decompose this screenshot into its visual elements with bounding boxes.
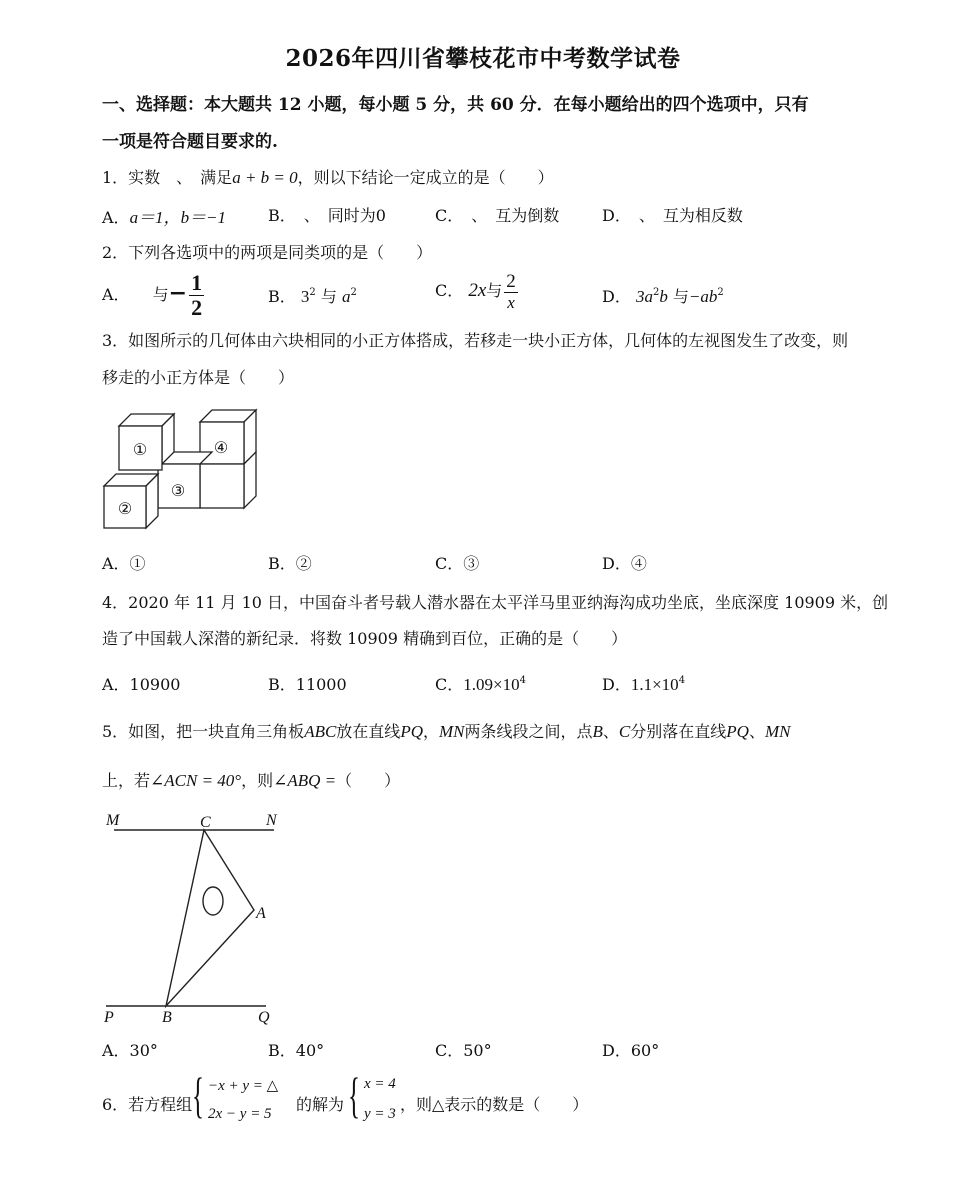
q4-option-c-value: 1.09×10 — [463, 675, 520, 694]
q5-stem2-text-b: ，则 — [241, 771, 274, 790]
q1-option-a-label: A． — [102, 208, 130, 227]
exam-title: 2026年四川省攀枝花市中考数学试卷 — [285, 45, 681, 72]
q5-stem-text-f: 分别落在直线 — [630, 722, 727, 741]
q5-stem-text-d: 两条线段之间，点 — [464, 722, 593, 741]
q1-option-b-text: 、 同时为0 — [287, 206, 386, 225]
q6-system-brace: { — [192, 1067, 204, 1123]
q5-stem-text-e: 、 — [602, 722, 619, 741]
q6-solution-brace: { — [348, 1067, 360, 1123]
q2-option-d-exp1: 2 — [652, 287, 660, 298]
q2-option-a-with: 与 — [152, 285, 169, 304]
q3-option-c: C．③ — [435, 554, 480, 573]
q5-stem-text-b: 放在直线 — [336, 722, 401, 741]
section-heading-line1: 一、选择题：本大题共 12 小题，每小题 5 分，共 60 分．在每小题给出的四个选项中，只有 — [102, 95, 809, 115]
q1-stem-text-a: 1．实数 、 满足 — [102, 168, 233, 187]
q5-triangle-figure — [100, 808, 290, 1030]
q2-option-b-label: B． — [268, 287, 296, 306]
q3-option-b: B．② — [268, 554, 312, 573]
q3-cube-figure — [100, 402, 262, 534]
q1-option-c — [435, 203, 559, 226]
q2-option-d — [602, 284, 724, 307]
q3-stem-line1: 3．如图所示的几何体由六块相同的小正方体搭成，若移走一块小正方体，几何体的左视图发生了改变，则 — [102, 331, 849, 350]
q2-option-a: A． 与− $\frac{1}{2}$ — [102, 270, 203, 320]
q2-option-c — [435, 272, 520, 311]
q5-label-p: P — [104, 1009, 114, 1026]
q6-stem-text-a: 6．若方程组 — [102, 1095, 193, 1114]
q5-stem-pq-2: PQ — [726, 722, 749, 741]
q5-stem2-angle-acn: ∠ACN = 40° — [150, 771, 242, 790]
q2-option-b-exp1: 2 — [309, 287, 316, 298]
q2-option-a-denominator: 2 — [191, 295, 203, 320]
q6-stem-text-c: ，则△表示的数是（ ） — [400, 1095, 589, 1114]
q3-stem-line2: 移走的小正方体是（ ） — [102, 368, 295, 387]
q5-option-d: D．60° — [602, 1041, 660, 1060]
q5-stem-mn-2: MN — [764, 722, 791, 741]
q2-option-c-fraction — [504, 272, 518, 311]
q5-stem-mn: MN — [439, 722, 465, 741]
q3-cube-label-1: ① — [132, 442, 148, 459]
q5-option-c: C．50° — [435, 1041, 492, 1060]
q5-option-a: A．30° — [102, 1041, 158, 1060]
q2-option-b — [268, 284, 357, 307]
q2-option-c-label: C． — [435, 281, 464, 300]
q3-cube-label-3: ③ — [170, 483, 186, 500]
q4-option-d-label: D． — [602, 675, 631, 694]
q3-cube-label-4: ④ — [213, 440, 229, 457]
q6-stem-text-b: 的解为 — [296, 1095, 345, 1114]
q3-cube-label-2: ② — [117, 501, 133, 518]
q1-stem-equation: a + b = 0 — [232, 168, 298, 187]
q5-stem-line1 — [102, 719, 790, 742]
section-heading-line2: 一项是符合题目要求的. — [102, 132, 278, 152]
q4-option-c-label: C． — [435, 675, 464, 694]
q5-stem-text-c: ， — [422, 722, 439, 741]
q5-stem-point-c: C — [618, 722, 631, 741]
q5-stem2-angle-abq: ∠ABQ = — [273, 771, 337, 790]
q6-equation-2: 2x − y = 5 — [208, 1106, 272, 1122]
q5-stem-abc: ABC — [304, 722, 337, 741]
q2-option-a-fraction — [189, 272, 204, 319]
q5-label-n: N — [266, 812, 277, 829]
q5-stem2-text-c: （ ） — [336, 771, 401, 790]
q2-option-d-with: 与 — [672, 287, 689, 306]
q4-option-b: B．11000 — [268, 675, 347, 694]
triangle-abc — [166, 830, 254, 1006]
q5-option-b: B．40° — [268, 1041, 325, 1060]
q1-option-a — [102, 203, 226, 228]
q2-option-d-term3: −ab — [688, 287, 718, 306]
q1-option-d — [602, 203, 743, 226]
q4-option-d-exponent: 4 — [678, 675, 686, 686]
q6-solution-2: y = 3 — [364, 1106, 396, 1122]
q5-label-a: A — [256, 905, 266, 922]
q5-stem-text-a: 5．如图，把一块直角三角板 — [102, 722, 305, 741]
q3-option-d: D．④ — [602, 554, 647, 573]
q2-option-c-numerator: 2 — [506, 271, 516, 292]
q2-stem: 2．下列各选项中的两项是同类项的是（ ） — [102, 243, 433, 262]
q5-stem-text-g: 、 — [748, 722, 765, 741]
q2-option-a-numerator: 1 — [191, 270, 203, 295]
q4-option-c-exponent: 4 — [519, 675, 526, 686]
q5-stem2-text-a: 上，若 — [102, 771, 151, 790]
q4-stem-line1: 4．2020 年 11 月 10 日，中国奋斗者号载人潜水器在太平洋马里亚纳海沟成功坐底，坐底深度 10909 米，创 — [102, 593, 889, 612]
q1-option-b — [268, 203, 386, 226]
q2-option-a-label: A． — [102, 285, 130, 304]
q5-label-b: B — [162, 1009, 172, 1026]
q6-equation-1: −x + y = △ — [208, 1078, 279, 1094]
q6-solution-1: x = 4 — [364, 1076, 396, 1092]
q5-stem-line2 — [102, 768, 400, 791]
q2-option-d-exp2: 2 — [717, 287, 724, 298]
q1-option-d-label: D． — [602, 206, 623, 225]
q4-option-a: A．10900 — [102, 675, 181, 694]
q2-option-c-lhs: 2x — [468, 280, 487, 301]
q2-option-b-term2: a — [341, 287, 351, 306]
q5-label-q: Q — [258, 1009, 270, 1026]
q2-option-b-term1: 3 — [300, 287, 310, 306]
q1-stem-text-b: ，则以下结论一定成立的是（ ） — [297, 168, 554, 187]
q4-option-c — [435, 672, 526, 695]
q2-option-d-label: D． — [602, 287, 631, 306]
q1-option-c-label: C． — [435, 206, 456, 225]
q5-label-c: C — [200, 814, 211, 831]
q1-option-c-text: 、 互为倒数 — [455, 206, 560, 225]
q1-option-b-label: B． — [268, 206, 288, 225]
q1-stem — [102, 165, 554, 188]
q4-option-d — [602, 672, 685, 695]
q2-option-c-with: 与 — [486, 281, 503, 300]
q1-option-d-text: 、 互为相反数 — [622, 206, 743, 225]
q5-label-m: M — [106, 812, 120, 829]
q4-stem-line2: 造了中国载人深潜的新纪录．将数 10909 精确到百位，正确的是（ ） — [102, 629, 628, 648]
q2-option-c-denominator: x — [507, 293, 515, 312]
q2-option-b-with: 与 — [320, 287, 337, 306]
q2-option-d-term2: b — [659, 287, 668, 306]
q4-option-d-value: 1.1×10 — [630, 675, 679, 694]
q2-option-d-term1: 3a — [635, 287, 653, 306]
q2-option-b-exp2: 2 — [350, 287, 357, 298]
q5-stem-point-b: B — [592, 722, 603, 741]
q5-stem-pq: PQ — [400, 722, 423, 741]
q3-option-a: A．① — [102, 554, 146, 573]
q1-option-a-text-2: b＝−1 — [180, 208, 227, 227]
q1-option-a-text-1: a＝1， — [129, 208, 181, 227]
